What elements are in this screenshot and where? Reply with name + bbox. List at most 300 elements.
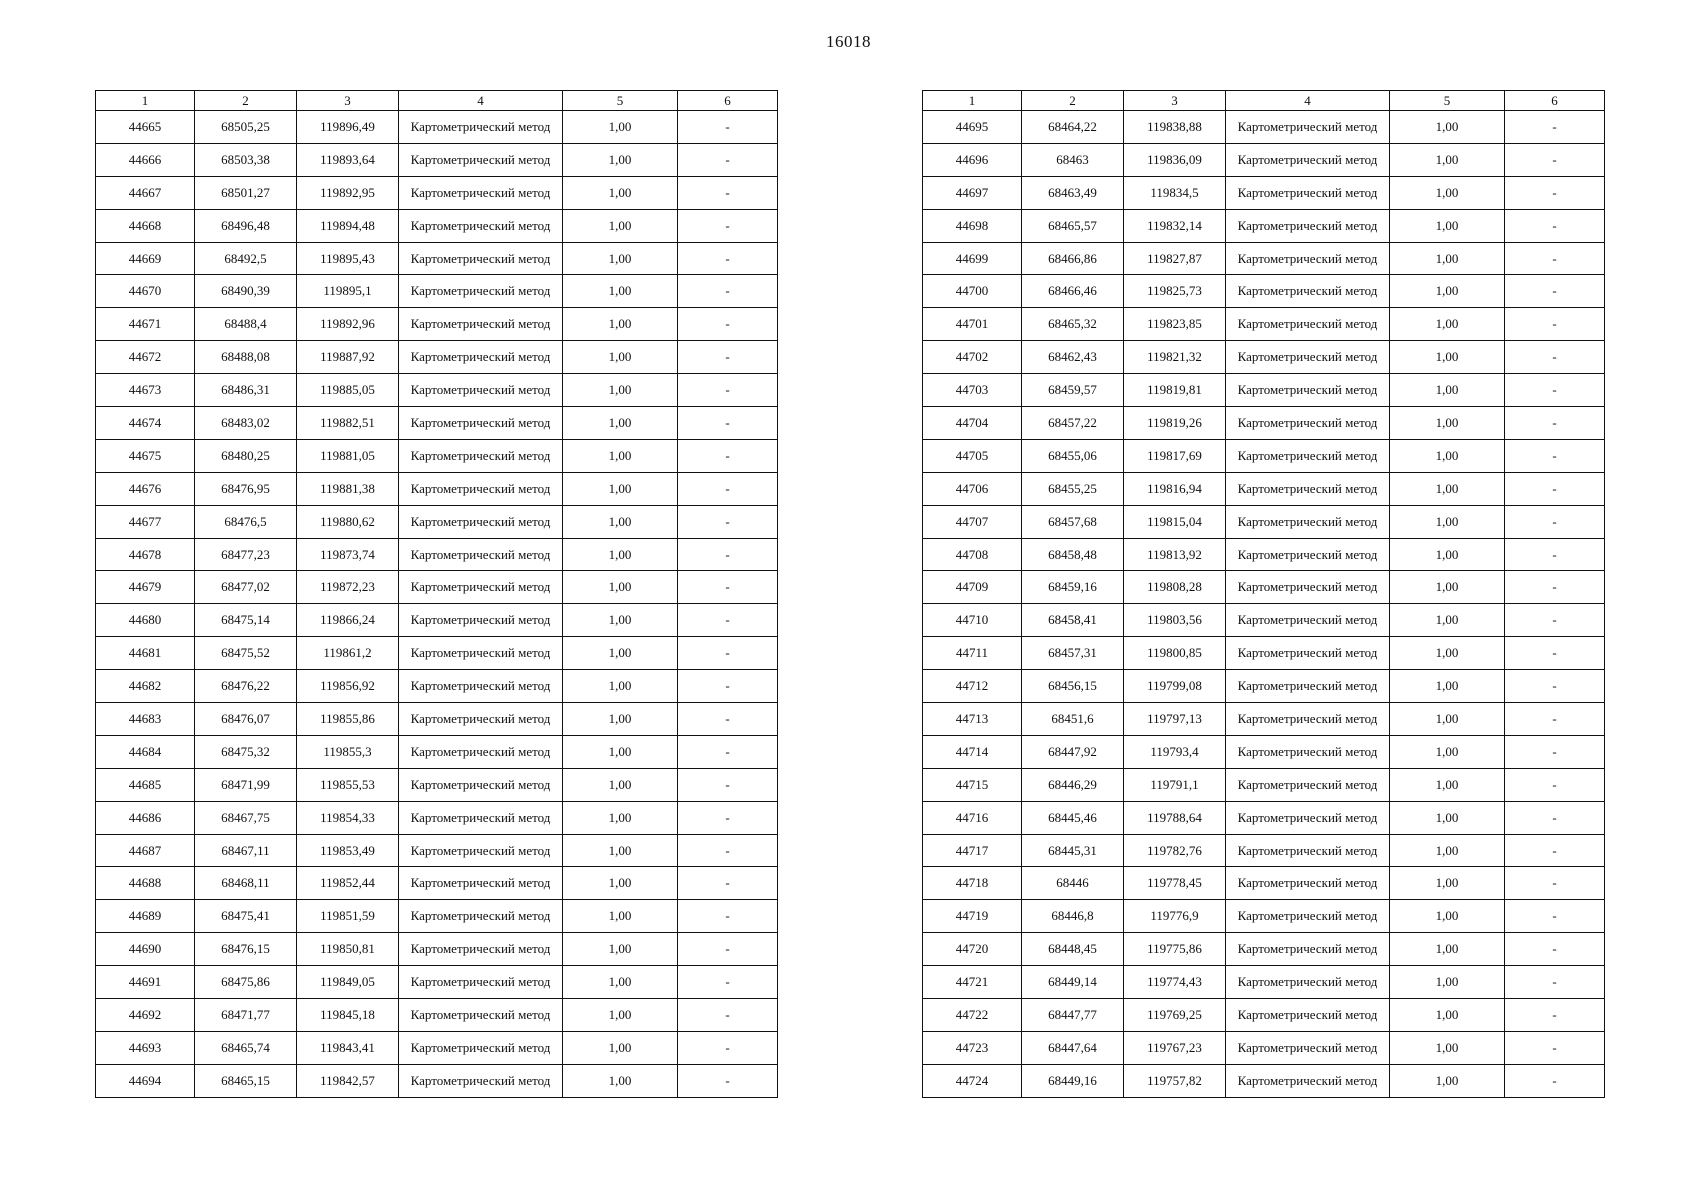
x-coordinate-cell: 68492,5 [195,242,297,275]
description-cell: - [678,341,778,374]
x-coordinate-cell: 68459,57 [1022,374,1124,407]
x-coordinate-cell: 68462,43 [1022,341,1124,374]
description-cell: - [678,242,778,275]
point-number-cell: 44681 [96,637,195,670]
y-coordinate-cell: 119797,13 [1124,703,1226,736]
y-coordinate-cell: 119851,59 [297,900,399,933]
description-cell: - [1505,867,1605,900]
method-cell: Картометрический метод [1226,209,1390,242]
point-number-cell: 44724 [923,1064,1022,1097]
description-cell: - [1505,999,1605,1032]
method-cell: Картометрический метод [399,209,563,242]
description-cell: - [1505,1064,1605,1097]
y-coordinate-cell: 119892,95 [297,176,399,209]
y-coordinate-cell: 119819,26 [1124,407,1226,440]
table-row [923,1064,1605,1097]
method-cell: Картометрический метод [1226,176,1390,209]
table-row [923,439,1605,472]
description-cell: - [678,439,778,472]
accuracy-cell: 1,00 [1390,439,1505,472]
y-coordinate-cell: 119842,57 [297,1064,399,1097]
accuracy-cell: 1,00 [1390,275,1505,308]
accuracy-cell: 1,00 [563,900,678,933]
table-row [923,933,1605,966]
method-cell: Картометрический метод [1226,111,1390,144]
x-coordinate-cell: 68455,06 [1022,439,1124,472]
description-cell: - [678,867,778,900]
point-number-cell: 44678 [96,538,195,571]
method-cell: Картометрический метод [1226,966,1390,999]
method-cell: Картометрический метод [1226,374,1390,407]
y-coordinate-cell: 119774,43 [1124,966,1226,999]
description-cell: - [1505,670,1605,703]
method-cell: Картометрический метод [399,1031,563,1064]
method-cell: Картометрический метод [1226,801,1390,834]
accuracy-cell: 1,00 [563,242,678,275]
table-row [96,242,778,275]
x-coordinate-cell: 68503,38 [195,143,297,176]
method-cell: Картометрический метод [399,308,563,341]
point-number-cell: 44671 [96,308,195,341]
point-number-cell: 44689 [96,900,195,933]
coordinates-table-left [95,90,778,1098]
description-cell: - [678,472,778,505]
table-row [923,900,1605,933]
point-number-cell: 44686 [96,801,195,834]
y-coordinate-cell: 119853,49 [297,834,399,867]
accuracy-cell: 1,00 [1390,801,1505,834]
x-coordinate-cell: 68466,86 [1022,242,1124,275]
point-number-cell: 44667 [96,176,195,209]
x-coordinate-cell: 68457,22 [1022,407,1124,440]
description-cell: - [678,209,778,242]
y-coordinate-cell: 119861,2 [297,637,399,670]
point-number-cell: 44706 [923,472,1022,505]
y-coordinate-cell: 119893,64 [297,143,399,176]
table-row [96,637,778,670]
table-row [923,703,1605,736]
accuracy-cell: 1,00 [1390,1064,1505,1097]
x-coordinate-cell: 68465,57 [1022,209,1124,242]
x-coordinate-cell: 68477,23 [195,538,297,571]
x-coordinate-cell: 68449,16 [1022,1064,1124,1097]
x-coordinate-cell: 68458,48 [1022,538,1124,571]
y-coordinate-cell: 119813,92 [1124,538,1226,571]
point-number-cell: 44707 [923,505,1022,538]
y-coordinate-cell: 119825,73 [1124,275,1226,308]
description-cell: - [1505,341,1605,374]
description-cell: - [678,768,778,801]
accuracy-cell: 1,00 [1390,341,1505,374]
method-cell: Картометрический метод [399,242,563,275]
table-row [96,472,778,505]
y-coordinate-cell: 119819,81 [1124,374,1226,407]
table-row [96,999,778,1032]
table-row [923,604,1605,637]
y-coordinate-cell: 119823,85 [1124,308,1226,341]
method-cell: Картометрический метод [1226,834,1390,867]
table-row [96,735,778,768]
method-cell: Картометрический метод [1226,439,1390,472]
accuracy-cell: 1,00 [563,143,678,176]
table-row [96,933,778,966]
y-coordinate-cell: 119803,56 [1124,604,1226,637]
description-cell: - [678,637,778,670]
accuracy-cell: 1,00 [1390,242,1505,275]
y-coordinate-cell: 119821,32 [1124,341,1226,374]
description-cell: - [678,900,778,933]
point-number-cell: 44712 [923,670,1022,703]
accuracy-cell: 1,00 [1390,834,1505,867]
y-coordinate-cell: 119854,33 [297,801,399,834]
point-number-cell: 44683 [96,703,195,736]
description-cell: - [1505,735,1605,768]
x-coordinate-cell: 68465,32 [1022,308,1124,341]
description-cell: - [1505,143,1605,176]
point-number-cell: 44674 [96,407,195,440]
point-number-cell: 44721 [923,966,1022,999]
accuracy-cell: 1,00 [1390,768,1505,801]
point-number-cell: 44691 [96,966,195,999]
y-coordinate-cell: 119881,38 [297,472,399,505]
description-cell: - [1505,176,1605,209]
y-coordinate-cell: 119827,87 [1124,242,1226,275]
accuracy-cell: 1,00 [1390,374,1505,407]
description-cell: - [1505,275,1605,308]
x-coordinate-cell: 68447,77 [1022,999,1124,1032]
point-number-cell: 44704 [923,407,1022,440]
point-number-cell: 44682 [96,670,195,703]
description-cell: - [1505,439,1605,472]
y-coordinate-cell: 119834,5 [1124,176,1226,209]
y-coordinate-cell: 119832,14 [1124,209,1226,242]
table-row [923,472,1605,505]
table-row [923,308,1605,341]
x-coordinate-cell: 68475,86 [195,966,297,999]
table-row [923,176,1605,209]
column-header-1: 1 [96,91,195,111]
table-row [96,703,778,736]
description-cell: - [678,999,778,1032]
y-coordinate-cell: 119782,76 [1124,834,1226,867]
description-cell: - [1505,308,1605,341]
accuracy-cell: 1,00 [1390,538,1505,571]
description-cell: - [1505,703,1605,736]
table-row [96,900,778,933]
x-coordinate-cell: 68475,41 [195,900,297,933]
y-coordinate-cell: 119776,9 [1124,900,1226,933]
accuracy-cell: 1,00 [1390,407,1505,440]
method-cell: Картометрический метод [1226,735,1390,768]
method-cell: Картометрический метод [399,505,563,538]
y-coordinate-cell: 119882,51 [297,407,399,440]
y-coordinate-cell: 119855,3 [297,735,399,768]
point-number-cell: 44722 [923,999,1022,1032]
table-row [923,143,1605,176]
method-cell: Картометрический метод [1226,604,1390,637]
table-row [96,374,778,407]
y-coordinate-cell: 119850,81 [297,933,399,966]
point-number-cell: 44716 [923,801,1022,834]
method-cell: Картометрический метод [399,966,563,999]
description-cell: - [678,604,778,637]
description-cell: - [678,571,778,604]
x-coordinate-cell: 68467,11 [195,834,297,867]
point-number-cell: 44711 [923,637,1022,670]
table-row [96,670,778,703]
accuracy-cell: 1,00 [1390,999,1505,1032]
point-number-cell: 44697 [923,176,1022,209]
method-cell: Картометрический метод [399,275,563,308]
accuracy-cell: 1,00 [563,703,678,736]
method-cell: Картометрический метод [399,374,563,407]
method-cell: Картометрический метод [399,439,563,472]
point-number-cell: 44705 [923,439,1022,472]
description-cell: - [678,143,778,176]
point-number-cell: 44668 [96,209,195,242]
table-row [96,407,778,440]
table-row [923,735,1605,768]
y-coordinate-cell: 119880,62 [297,505,399,538]
point-number-cell: 44676 [96,472,195,505]
table-row [96,111,778,144]
y-coordinate-cell: 119791,1 [1124,768,1226,801]
table-row [96,176,778,209]
method-cell: Картометрический метод [1226,275,1390,308]
table-row [96,1064,778,1097]
accuracy-cell: 1,00 [1390,209,1505,242]
method-cell: Картометрический метод [1226,538,1390,571]
point-number-cell: 44723 [923,1031,1022,1064]
y-coordinate-cell: 119892,96 [297,308,399,341]
y-coordinate-cell: 119894,48 [297,209,399,242]
table-row [923,867,1605,900]
method-cell: Картометрический метод [1226,242,1390,275]
table-header-row [923,91,1605,111]
method-cell: Картометрический метод [1226,308,1390,341]
table-row [923,275,1605,308]
x-coordinate-cell: 68468,11 [195,867,297,900]
method-cell: Картометрический метод [399,604,563,637]
description-cell: - [1505,933,1605,966]
description-cell: - [678,275,778,308]
description-cell: - [1505,571,1605,604]
table-row [96,801,778,834]
point-number-cell: 44688 [96,867,195,900]
table-row [96,439,778,472]
point-number-cell: 44710 [923,604,1022,637]
y-coordinate-cell: 119855,53 [297,768,399,801]
accuracy-cell: 1,00 [563,439,678,472]
x-coordinate-cell: 68446 [1022,867,1124,900]
method-cell: Картометрический метод [1226,637,1390,670]
y-coordinate-cell: 119836,09 [1124,143,1226,176]
point-number-cell: 44687 [96,834,195,867]
accuracy-cell: 1,00 [563,1064,678,1097]
table-row [923,999,1605,1032]
accuracy-cell: 1,00 [1390,637,1505,670]
table-row [923,242,1605,275]
method-cell: Картометрический метод [399,735,563,768]
accuracy-cell: 1,00 [563,111,678,144]
point-number-cell: 44692 [96,999,195,1032]
table-row [96,275,778,308]
description-cell: - [678,735,778,768]
description-cell: - [678,505,778,538]
x-coordinate-cell: 68466,46 [1022,275,1124,308]
table-row [96,308,778,341]
point-number-cell: 44670 [96,275,195,308]
y-coordinate-cell: 119769,25 [1124,999,1226,1032]
method-cell: Картометрический метод [399,111,563,144]
accuracy-cell: 1,00 [563,209,678,242]
y-coordinate-cell: 119856,92 [297,670,399,703]
x-coordinate-cell: 68471,77 [195,999,297,1032]
y-coordinate-cell: 119838,88 [1124,111,1226,144]
description-cell: - [1505,834,1605,867]
table-row [923,341,1605,374]
y-coordinate-cell: 119808,28 [1124,571,1226,604]
accuracy-cell: 1,00 [1390,703,1505,736]
accuracy-cell: 1,00 [563,275,678,308]
y-coordinate-cell: 119817,69 [1124,439,1226,472]
description-cell: - [1505,637,1605,670]
accuracy-cell: 1,00 [1390,1031,1505,1064]
y-coordinate-cell: 119866,24 [297,604,399,637]
x-coordinate-cell: 68448,45 [1022,933,1124,966]
method-cell: Картометрический метод [399,703,563,736]
table-row [923,1031,1605,1064]
page-number: 16018 [826,32,871,51]
accuracy-cell: 1,00 [1390,308,1505,341]
table-row [96,834,778,867]
table-row [923,374,1605,407]
x-coordinate-cell: 68476,95 [195,472,297,505]
point-number-cell: 44693 [96,1031,195,1064]
coordinates-table-right [922,90,1605,1098]
x-coordinate-cell: 68475,14 [195,604,297,637]
method-cell: Картометрический метод [1226,571,1390,604]
y-coordinate-cell: 119816,94 [1124,472,1226,505]
method-cell: Картометрический метод [399,867,563,900]
y-coordinate-cell: 119896,49 [297,111,399,144]
description-cell: - [678,176,778,209]
x-coordinate-cell: 68446,8 [1022,900,1124,933]
method-cell: Картометрический метод [399,571,563,604]
method-cell: Картометрический метод [1226,341,1390,374]
accuracy-cell: 1,00 [563,966,678,999]
method-cell: Картометрический метод [399,834,563,867]
accuracy-cell: 1,00 [563,341,678,374]
description-cell: - [678,111,778,144]
accuracy-cell: 1,00 [1390,900,1505,933]
description-cell: - [678,538,778,571]
method-cell: Картометрический метод [1226,407,1390,440]
y-coordinate-cell: 119887,92 [297,341,399,374]
table-row [96,209,778,242]
accuracy-cell: 1,00 [1390,143,1505,176]
description-cell: - [1505,209,1605,242]
description-cell: - [678,407,778,440]
method-cell: Картометрический метод [399,538,563,571]
y-coordinate-cell: 119799,08 [1124,670,1226,703]
x-coordinate-cell: 68488,4 [195,308,297,341]
description-cell: - [678,1064,778,1097]
description-cell: - [1505,966,1605,999]
point-number-cell: 44694 [96,1064,195,1097]
point-number-cell: 44695 [923,111,1022,144]
accuracy-cell: 1,00 [1390,966,1505,999]
table-row [96,341,778,374]
method-cell: Картометрический метод [1226,1064,1390,1097]
accuracy-cell: 1,00 [563,637,678,670]
y-coordinate-cell: 119895,1 [297,275,399,308]
x-coordinate-cell: 68456,15 [1022,670,1124,703]
x-coordinate-cell: 68449,14 [1022,966,1124,999]
accuracy-cell: 1,00 [563,407,678,440]
x-coordinate-cell: 68467,75 [195,801,297,834]
point-number-cell: 44698 [923,209,1022,242]
table-row [96,604,778,637]
method-cell: Картометрический метод [399,341,563,374]
point-number-cell: 44684 [96,735,195,768]
accuracy-cell: 1,00 [563,505,678,538]
point-number-cell: 44719 [923,900,1022,933]
method-cell: Картометрический метод [399,933,563,966]
accuracy-cell: 1,00 [1390,867,1505,900]
description-cell: - [1505,1031,1605,1064]
point-number-cell: 44714 [923,735,1022,768]
point-number-cell: 44715 [923,768,1022,801]
column-header-5: 5 [1390,91,1505,111]
table-body-right [923,111,1605,1098]
description-cell: - [1505,900,1605,933]
table-row [923,834,1605,867]
accuracy-cell: 1,00 [563,604,678,637]
accuracy-cell: 1,00 [563,538,678,571]
x-coordinate-cell: 68477,02 [195,571,297,604]
column-header-2: 2 [195,91,297,111]
description-cell: - [678,966,778,999]
accuracy-cell: 1,00 [1390,670,1505,703]
x-coordinate-cell: 68476,5 [195,505,297,538]
point-number-cell: 44700 [923,275,1022,308]
x-coordinate-cell: 68463 [1022,143,1124,176]
x-coordinate-cell: 68475,32 [195,735,297,768]
point-number-cell: 44709 [923,571,1022,604]
method-cell: Картометрический метод [399,670,563,703]
x-coordinate-cell: 68486,31 [195,374,297,407]
column-header-6: 6 [678,91,778,111]
column-header-3: 3 [1124,91,1226,111]
method-cell: Картометрический метод [1226,999,1390,1032]
point-number-cell: 44677 [96,505,195,538]
point-number-cell: 44717 [923,834,1022,867]
point-number-cell: 44713 [923,703,1022,736]
x-coordinate-cell: 68455,25 [1022,472,1124,505]
table-row [923,768,1605,801]
table-row [923,670,1605,703]
column-header-4: 4 [399,91,563,111]
x-coordinate-cell: 68445,46 [1022,801,1124,834]
point-number-cell: 44672 [96,341,195,374]
description-cell: - [1505,407,1605,440]
accuracy-cell: 1,00 [563,374,678,407]
x-coordinate-cell: 68451,6 [1022,703,1124,736]
table-row [923,209,1605,242]
table-row [96,966,778,999]
table-row [923,505,1605,538]
